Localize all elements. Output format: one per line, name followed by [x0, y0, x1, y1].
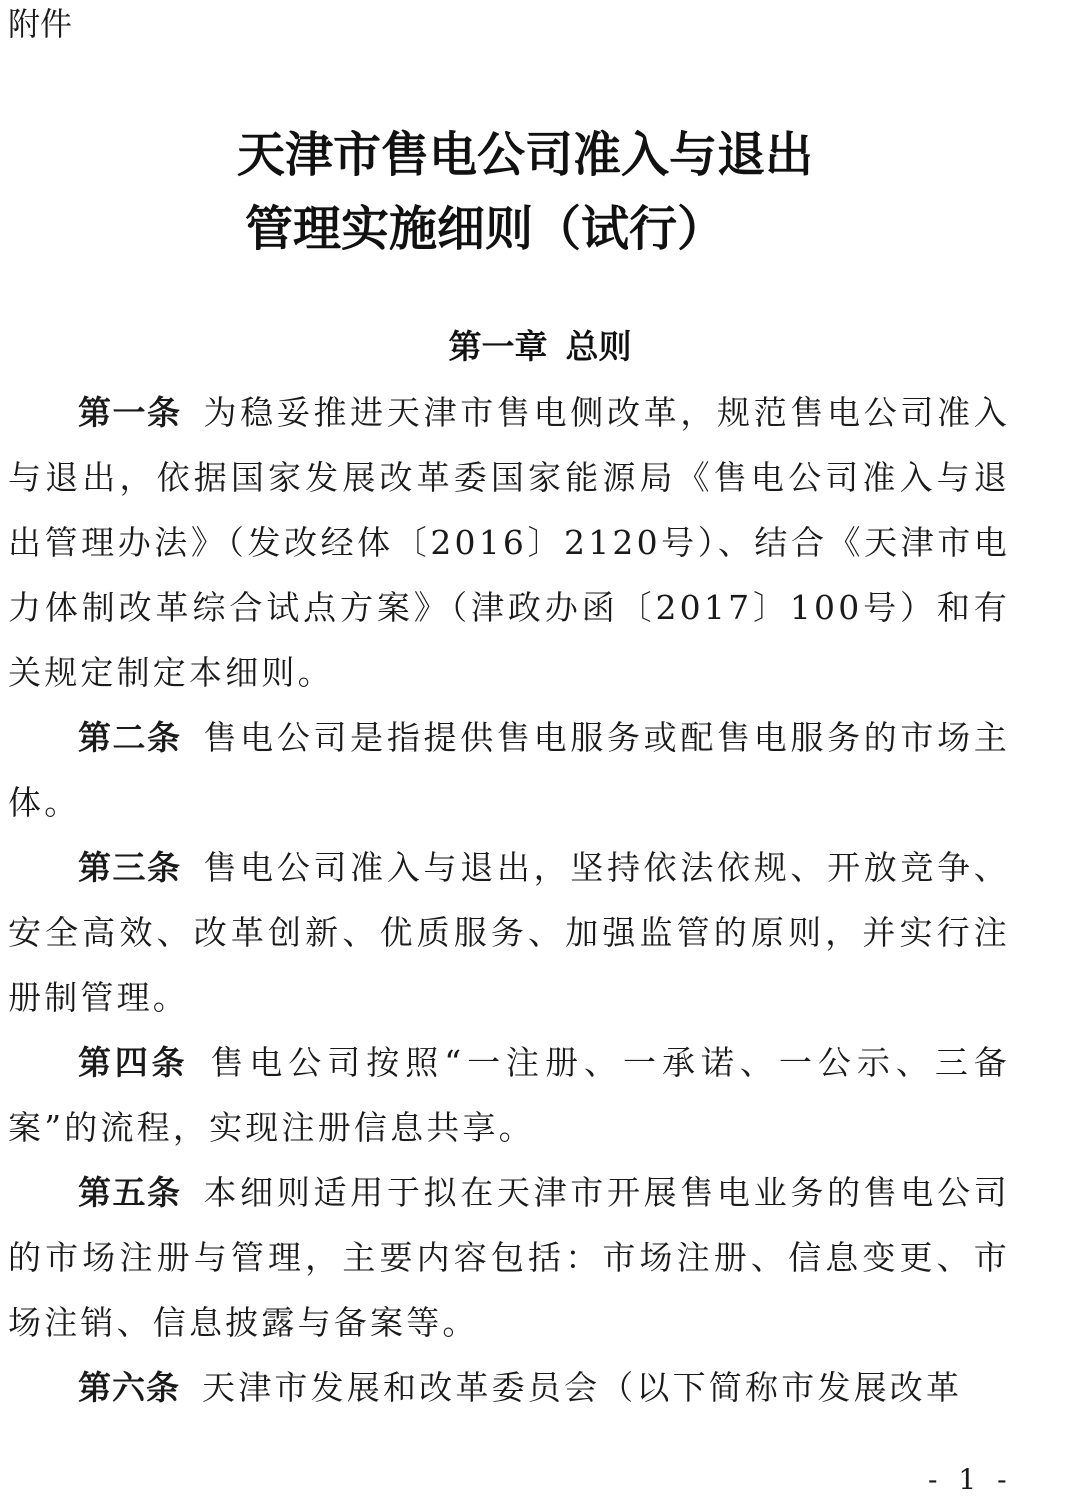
article-2: [8, 705, 1010, 835]
article-text: 本细则适用于拟在天津市开展售电业务的售电公司的市场注册与管理，主要内容包括：市场注册、信息变更、市场注销、信息披露与备案等。: [8, 1173, 1010, 1342]
document-title-line-1: 天津市售电公司准入与退出: [236, 127, 813, 183]
article-3: [8, 835, 1010, 1030]
article-4: [8, 1030, 1010, 1160]
chapter-number: 第一章: [448, 327, 548, 366]
attachment-label: 附件: [8, 5, 73, 43]
article-number: 第六条: [78, 1368, 180, 1407]
page-number: - 1 -: [928, 1463, 1013, 1496]
article-text: 售电公司按照“一注册、一承诺、一公示、三备案”的流程，实现注册信息共享。: [8, 1043, 1010, 1147]
article-text: 售电公司是指提供售电服务或配售电服务的市场主体。: [8, 718, 1010, 822]
article-number: 第二条: [78, 718, 182, 757]
document-title-line-2: 管理实施细则（试行）: [244, 201, 725, 257]
article-text: 天津市发展和改革委员会（以下简称市发展改革: [202, 1368, 963, 1407]
article-1: [8, 380, 1010, 705]
article-text: 售电公司准入与退出，坚持依法依规、开放竞争、安全高效、改革创新、优质服务、加强监管的原则，并实行注册制管理。: [8, 848, 1010, 1017]
article-number: 第一条: [78, 393, 182, 432]
document-body: [8, 380, 1010, 1420]
article-5: [8, 1160, 1010, 1355]
article-text: 为稳妥推进天津市售电侧改革，规范售电公司准入与退出，依据国家发展改革委国家能源局《售电公司准入与退出管理办法》（发改经体〔2016〕2120号）、结合《天津市电力体制改革综合试点方案》（津政办函〔2017〕100号）和有关规定制定本细则。: [8, 393, 1010, 692]
article-number: 第三条: [78, 848, 182, 887]
chapter-name: 总则: [565, 327, 632, 366]
document-title: [0, 118, 1080, 266]
article-6: [8, 1355, 1010, 1420]
chapter-heading: [0, 322, 1080, 372]
article-number: 第五条: [78, 1173, 182, 1212]
article-number: 第四条: [78, 1043, 189, 1082]
